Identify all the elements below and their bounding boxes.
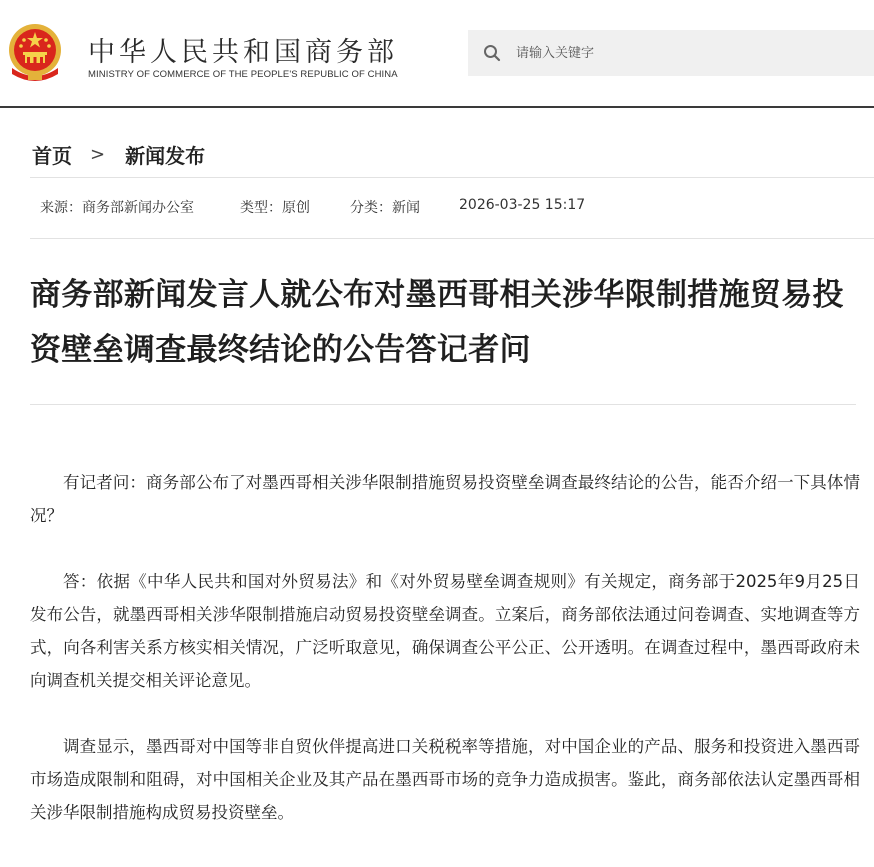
- breadcrumb-separator: >: [90, 143, 106, 165]
- site-title[interactable]: 中华人民共和国商务部: [88, 37, 398, 68]
- article-paragraph: 有记者问：商务部公布了对墨西哥相关涉华限制措施贸易投资壁垒调查最终结论的公告，能否介绍一下具体情况？: [30, 473, 860, 525]
- article-paragraph: 答：依据《中华人民共和国对外贸易法》和《对外贸易壁垒调查规则》有关规定，商务部于2025年9月25日发布公告，就墨西哥相关涉华限制措施启动贸易投资壁垒调查。立案后，商务部依法通过问卷调查、实地调查等方式，向各利害关系方核实相关情况，广泛听取意见，确保调查公平公正、公开透明。在调查过程中，墨西哥政府未向调查机关提交相关评论意见。: [30, 572, 860, 690]
- site-subtitle: MINISTRY OF COMMERCE OF THE PEOPLE'S REPUBLIC OF CHINA: [88, 69, 398, 80]
- divider: [30, 238, 874, 239]
- article-paragraph: 调查显示，墨西哥对中国等非自贸伙伴提高进口关税税率等措施，对中国企业的产品、服务和投资进入墨西哥市场造成限制和阻碍，对中国相关企业及其产品在墨西哥市场的竞争力造成损害。鉴此，商务部依法认定墨西哥相关涉华限制措施构成贸易投资壁垒。: [30, 737, 860, 822]
- meta-category: 分类：新闻: [350, 200, 420, 216]
- divider: [30, 177, 874, 178]
- breadcrumb-home-link[interactable]: 首页: [32, 143, 72, 168]
- divider: [30, 404, 856, 405]
- meta-source: 来源：商务部新闻办公室: [40, 200, 194, 216]
- article-title: 商务部新闻发言人就公布对墨西哥相关涉华限制措施贸易投资壁垒调查最终结论的公告答记者问: [30, 277, 844, 368]
- breadcrumb-current[interactable]: 新闻发布: [125, 143, 206, 168]
- article-meta: [40, 197, 585, 217]
- search-input[interactable]: [516, 38, 856, 68]
- national-emblem-icon[interactable]: [6, 22, 64, 84]
- meta-datetime: 2026-03-25 15:17: [459, 197, 586, 213]
- article-body: [30, 466, 860, 862]
- search-icon[interactable]: [482, 43, 502, 63]
- breadcrumb: [32, 138, 205, 170]
- site-header: [0, 0, 874, 108]
- search-bar: [468, 30, 874, 76]
- meta-type: 类型：原创: [240, 200, 310, 216]
